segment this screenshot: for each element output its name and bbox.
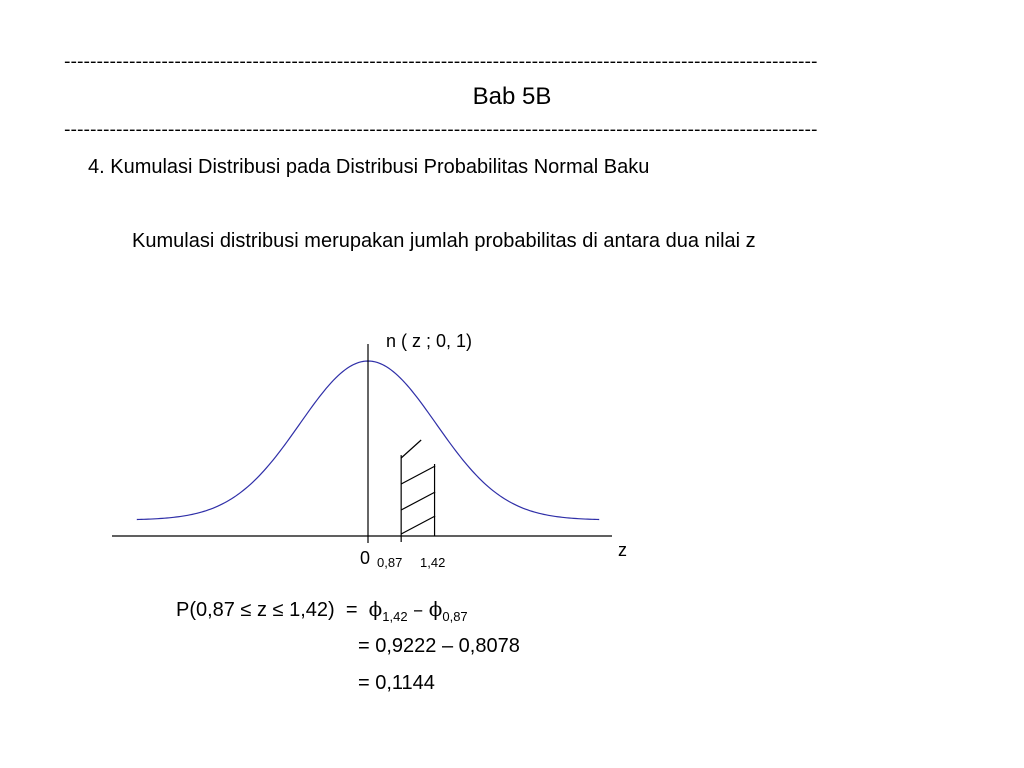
x-axis-label: z bbox=[618, 540, 627, 560]
tick-label-lower: 0,87 bbox=[377, 555, 403, 570]
hatch-line bbox=[401, 466, 435, 484]
phi-subscript-2: 0,87 bbox=[442, 609, 468, 624]
shaded-region-hatch bbox=[401, 440, 435, 534]
slide-title: Bab 5B bbox=[472, 83, 552, 110]
tick-label-zero: 0 bbox=[360, 548, 371, 568]
tick-label-upper: 1,42 bbox=[420, 555, 446, 570]
bottom-dashed-rule: -------------------------------------------------------------------------------------------------------------------- bbox=[64, 120, 818, 140]
phi-symbol-2: ϕ bbox=[428, 597, 443, 621]
hatch-line bbox=[401, 440, 421, 458]
hatch-line bbox=[401, 492, 435, 510]
formula-lhs: P(0,87 ≤ z ≤ 1,42) bbox=[176, 599, 335, 621]
phi-subscript-1: 1,42 bbox=[382, 609, 408, 624]
section-description: Kumulasi distribusi merupakan jumlah probabilitas di antara dua nilai z bbox=[132, 230, 756, 252]
probability-formula bbox=[176, 596, 468, 630]
formula-equals: = bbox=[345, 599, 358, 621]
formula-substitution: = 0,9222 – 0,8078 bbox=[358, 635, 520, 657]
hatch-line bbox=[401, 516, 435, 534]
formula-minus: – bbox=[413, 597, 424, 621]
section-heading: 4. Kumulasi Distribusi pada Distribusi Probabilitas Normal Baku bbox=[88, 156, 650, 178]
top-dashed-rule: -------------------------------------------------------------------------------------------------------------------- bbox=[64, 52, 818, 72]
phi-symbol-1: ϕ bbox=[368, 597, 383, 621]
formula-result: = 0,1144 bbox=[358, 672, 435, 694]
function-label: n ( z ; 0, 1) bbox=[386, 331, 473, 351]
